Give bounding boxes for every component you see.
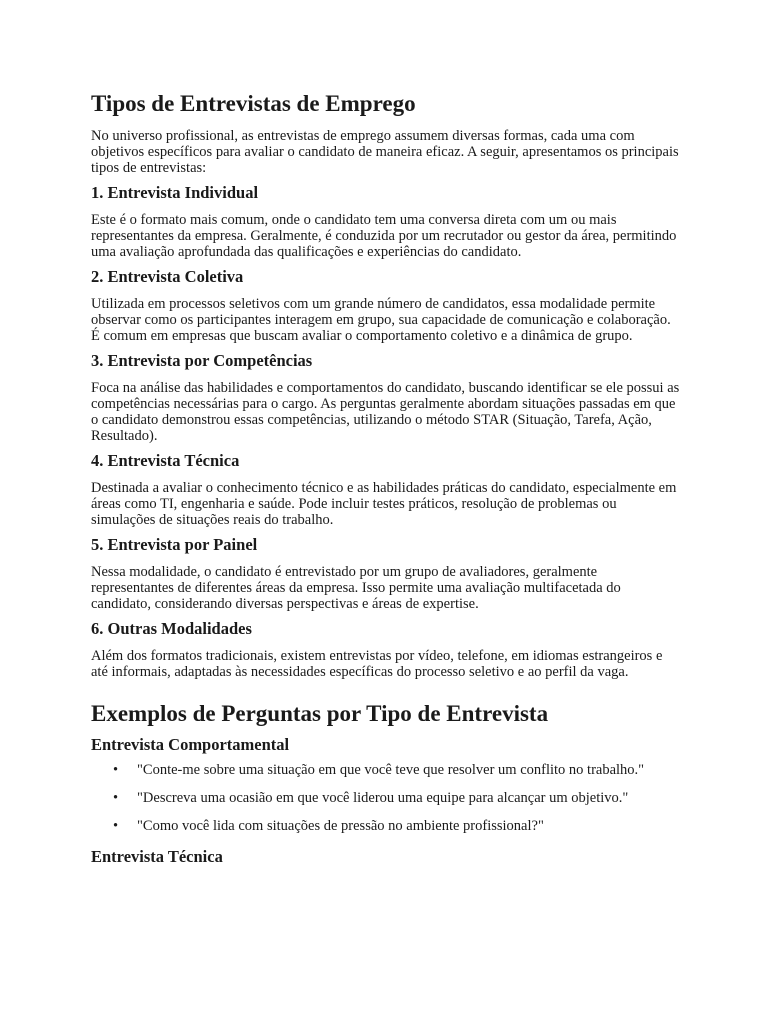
technical-heading: Entrevista Técnica bbox=[91, 847, 223, 866]
section-text-tecnica: Destinada a avaliar o conhecimento técnico e as habilidades práticas do candidato, especialmente em áreas como TI, engenharia e saúde. Pode incluir testes práticos, resolução de problemas ou simulações de situações reais do trabalho. bbox=[91, 480, 677, 528]
page-title: Tipos de Entrevistas de Emprego bbox=[91, 91, 416, 116]
section-text-individual: Este é o formato mais comum, onde o candidato tem uma conversa direta com um ou mais representantes da empresa. Geralmente, é conduzida por um recrutador ou gestor da área, permitindo uma avaliação aprofundada das qualificações e experiências do candidato. bbox=[91, 212, 677, 260]
section-heading-painel: 5. Entrevista por Painel bbox=[91, 535, 258, 554]
bullet-icon: • bbox=[113, 818, 119, 834]
list-item bbox=[91, 790, 680, 806]
section-heading-competencias: 3. Entrevista por Competências bbox=[91, 351, 313, 370]
examples-title: Exemplos de Perguntas por Tipo de Entrevista bbox=[91, 701, 549, 726]
section-text-competencias: Foca na análise das habilidades e comportamentos do candidato, buscando identificar se ele possui as competências necessárias para o cargo. As perguntas geralmente abordam situações passadas em que o candidato demonstrou essas competências, utilizando o método STAR (Situação, Tarefa, Ação, Resultado). bbox=[91, 380, 680, 444]
section-heading-outras: 6. Outras Modalidades bbox=[91, 619, 252, 638]
section-text-coletiva: Utilizada em processos seletivos com um grande número de candidatos, essa modalidade permite observar como os participantes interagem em grupo, sua capacidade de comunicação e colaboração. É comum em empresas que buscam avaliar o comportamento coletivo e a dinâmica de grupo. bbox=[91, 296, 671, 344]
section-heading-individual: 1. Entrevista Individual bbox=[91, 183, 259, 202]
intro-paragraph: No universo profissional, as entrevistas de emprego assumem diversas formas, cada uma com objetivos específicos para avaliar o candidato de maneira eficaz. A seguir, apresentamos os principais tipos de entrevistas: bbox=[91, 128, 679, 176]
list-item bbox=[91, 762, 680, 778]
section-heading-coletiva: 2. Entrevista Coletiva bbox=[91, 267, 244, 286]
question-text: "Descreva uma ocasião em que você liderou uma equipe para alcançar um objetivo." bbox=[137, 790, 629, 806]
bullet-icon: • bbox=[113, 762, 119, 778]
bullet-icon: • bbox=[113, 790, 119, 806]
section-heading-tecnica: 4. Entrevista Técnica bbox=[91, 451, 240, 470]
section-text-outras: Além dos formatos tradicionais, existem entrevistas por vídeo, telefone, em idiomas estrangeiros e até informais, adaptadas às necessidades específicas do processo seletivo e ao perfil da vaga. bbox=[91, 648, 663, 680]
question-text: "Como você lida com situações de pressão no ambiente profissional?" bbox=[137, 818, 544, 834]
question-list bbox=[91, 762, 680, 834]
question-text: "Conte-me sobre uma situação em que você teve que resolver um conflito no trabalho." bbox=[137, 762, 645, 778]
list-item bbox=[91, 818, 680, 834]
behavioral-heading: Entrevista Comportamental bbox=[91, 735, 290, 754]
section-text-painel: Nessa modalidade, o candidato é entrevistado por um grupo de avaliadores, geralmente representantes de diferentes áreas da empresa. Isso permite uma avaliação multifacetada do candidato, considerando diversas perspectivas e áreas de expertise. bbox=[91, 564, 621, 612]
